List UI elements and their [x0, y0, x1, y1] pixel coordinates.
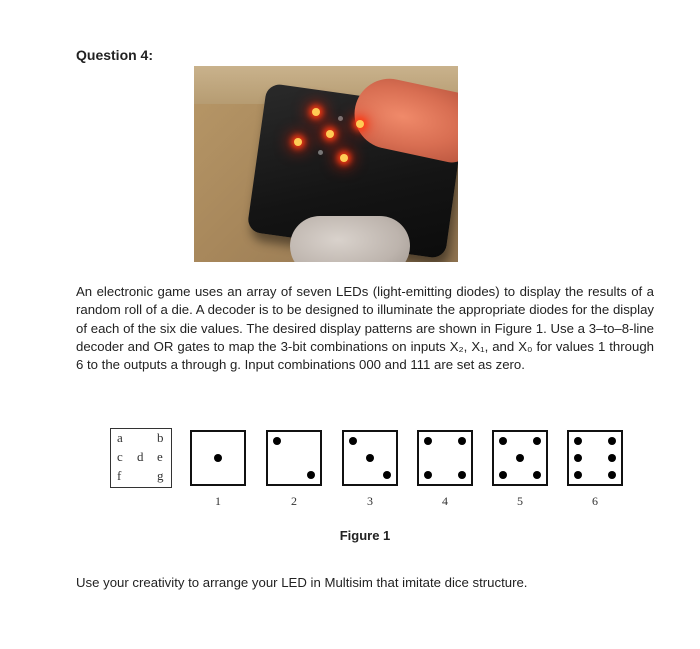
die-pip — [214, 454, 222, 462]
die-pip — [349, 437, 357, 445]
die-pip — [307, 471, 315, 479]
die-pip — [499, 437, 507, 445]
die-pip — [424, 437, 432, 445]
photo-led-lit — [340, 154, 348, 162]
die-pip — [608, 454, 616, 462]
photo-led-lit — [356, 120, 364, 128]
figure-caption: Figure 1 — [339, 528, 391, 543]
die-label: 5 — [517, 494, 523, 508]
photo-led-unlit — [338, 116, 343, 121]
die-pip — [273, 437, 281, 445]
legend-g: g — [157, 468, 164, 483]
die-pip — [366, 454, 374, 462]
die-pip — [499, 471, 507, 479]
problem-statement: An electronic game uses an array of seven LEDs (light-emitting diodes) to display the results of a random roll of a die. A decoder is to be designed to illuminate the appropriate diodes for the display of each of the six die values. The desired display patterns are shown in Figure 1. Use a 3–to–8-line decoder and OR gates to map the 3-bit combinations on inputs X₂, X₁, and X₀ for values 1 through 6 to the outputs a through g. Input combinations 000 and 111 are set as zero. — [76, 284, 654, 373]
die-pip — [608, 437, 616, 445]
die-pip — [608, 471, 616, 479]
die-label: 6 — [592, 494, 598, 508]
thumb-bottom — [290, 216, 410, 262]
die-face-5 — [492, 430, 548, 486]
die-pip — [516, 454, 524, 462]
photo-led-unlit — [318, 150, 323, 155]
die-pip — [458, 437, 466, 445]
die-pip — [533, 471, 541, 479]
die-pip — [574, 454, 582, 462]
question-title: Question 4: — [76, 47, 154, 63]
legend-b: b — [157, 430, 164, 445]
die-pip — [424, 471, 432, 479]
legend-e: e — [157, 449, 163, 464]
die-face-3 — [342, 430, 398, 486]
die-face-4 — [417, 430, 473, 486]
photo-led-lit — [312, 108, 320, 116]
die-face-2 — [266, 430, 322, 486]
photo-led-lit — [294, 138, 302, 146]
legend-a: a — [117, 430, 123, 445]
die-label: 3 — [367, 494, 373, 508]
photo-led-lit — [326, 130, 334, 138]
die-label: 1 — [215, 494, 221, 508]
die-label: 2 — [291, 494, 297, 508]
die-pip — [533, 437, 541, 445]
die-face-1 — [190, 430, 246, 486]
legend-d: d — [137, 449, 144, 464]
die-pip — [574, 471, 582, 479]
die-pip — [574, 437, 582, 445]
die-face-6 — [567, 430, 623, 486]
die-pip — [458, 471, 466, 479]
legend-f: f — [117, 468, 122, 483]
figure-1-dice-patterns — [110, 428, 630, 508]
legend-c: c — [117, 449, 123, 464]
die-pip — [383, 471, 391, 479]
led-dice-photo — [194, 66, 458, 262]
die-label: 4 — [442, 494, 448, 508]
task-instruction: Use your creativity to arrange your LED in Multisim that imitate dice structure. — [76, 575, 528, 590]
led-position-legend — [110, 428, 172, 488]
